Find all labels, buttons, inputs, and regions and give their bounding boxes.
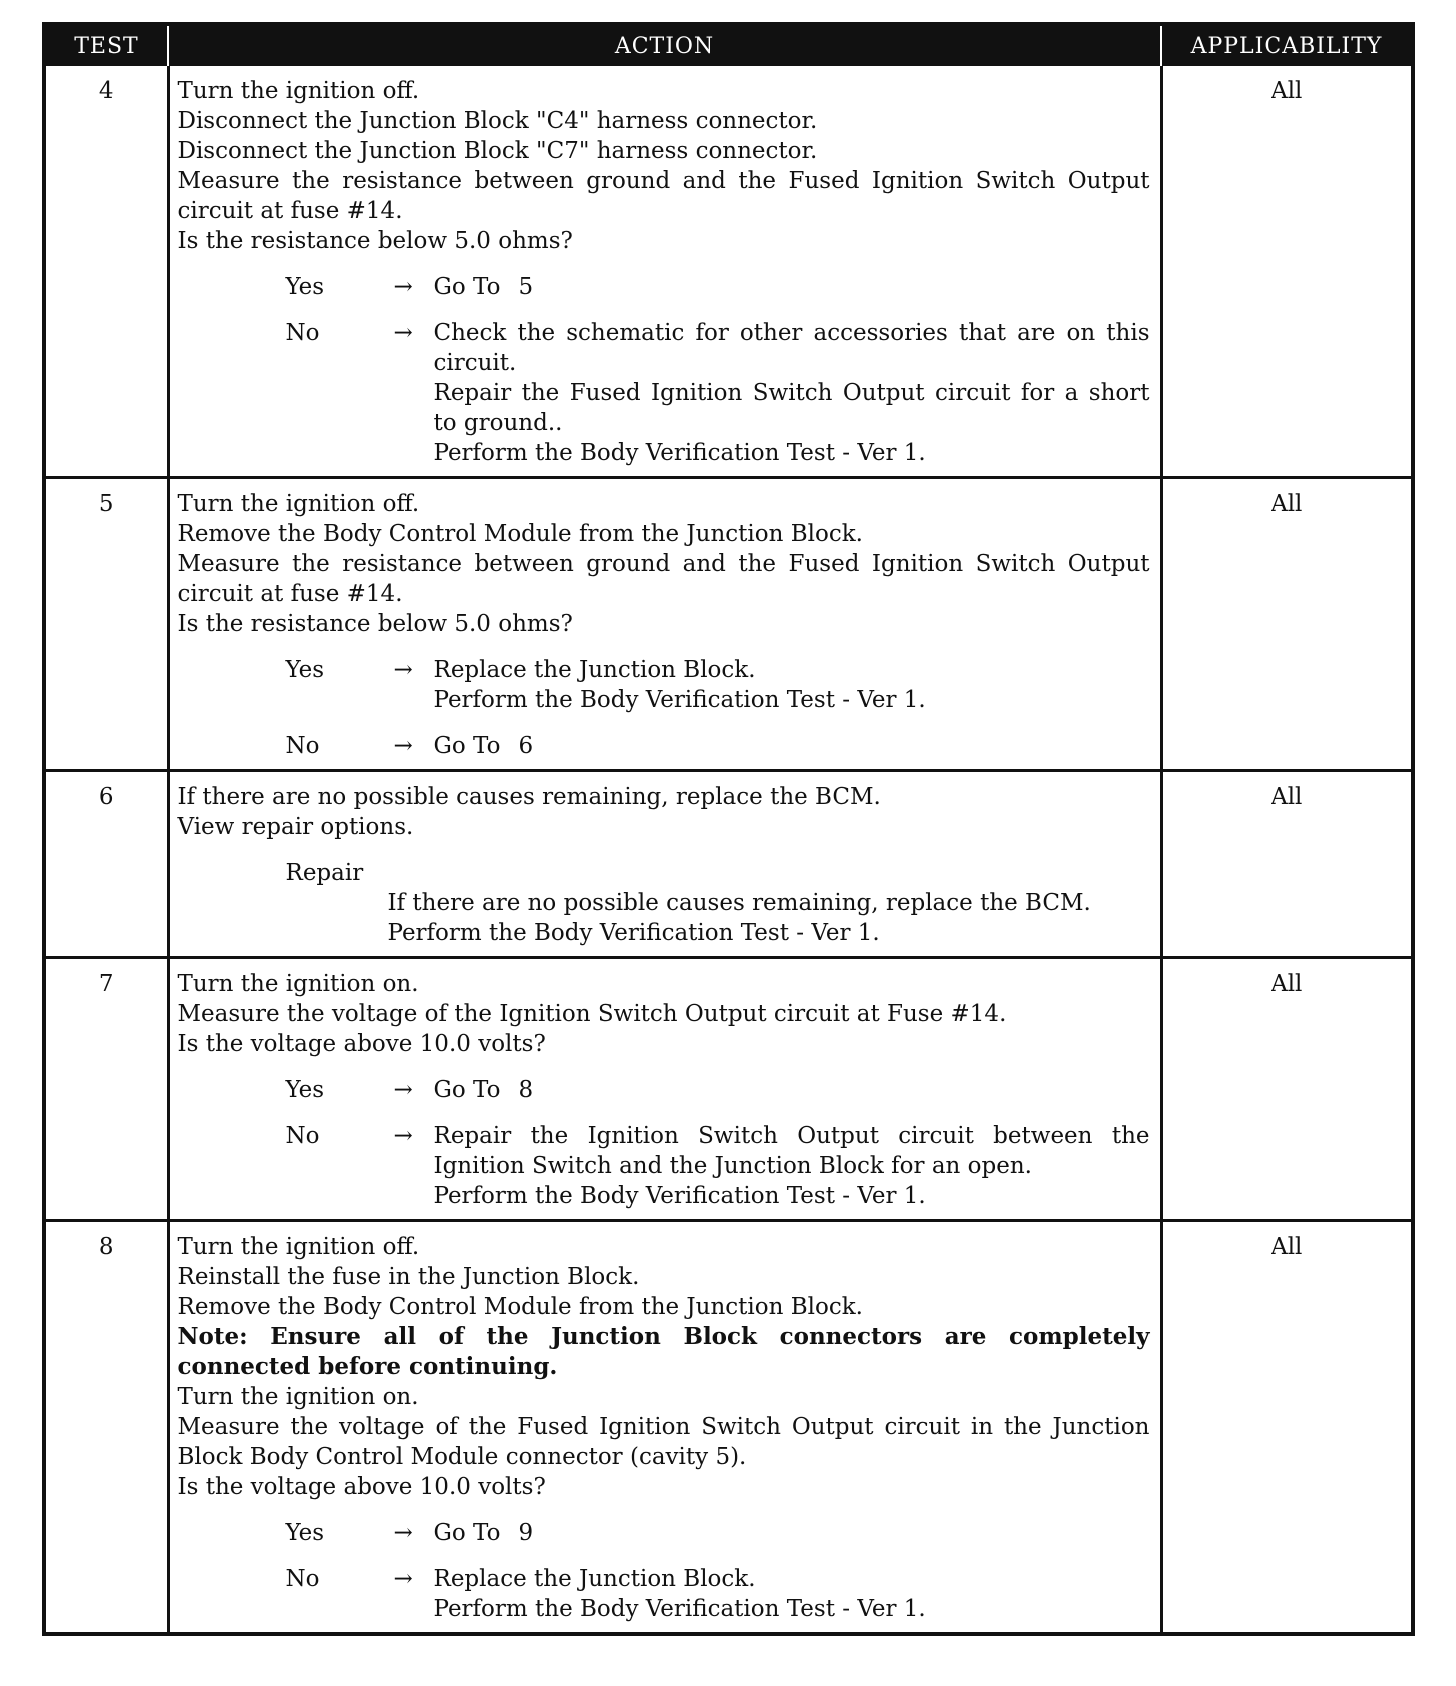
table-row (46, 66, 1411, 478)
no-result (420, 1121, 1150, 1211)
action-step: Reinstall the fuse in the Junction Block. (177, 1264, 640, 1290)
yes-result-line: Perform the Body Verification Test - Ver 1. (433, 687, 926, 713)
action-step: Turn the ignition on. (177, 1384, 419, 1410)
action-cell (168, 66, 1161, 478)
action-step: Remove the Body Control Module from the Junction Block. (177, 1294, 863, 1320)
action-step: Measure the voltage of the Ignition Switch Output circuit at Fuse #14. (177, 1001, 1007, 1027)
action-step: Measure the resistance between ground and the Fused Ignition Switch Output circuit at fuse #14. (177, 168, 1150, 224)
goto-step-number: 9 (518, 1520, 534, 1546)
action-step: Measure the resistance between ground and the Fused Ignition Switch Output circuit at fuse #14. (177, 551, 1150, 607)
applicability: All (1161, 66, 1411, 478)
arrow-icon: → (393, 320, 413, 346)
goto-text: Go To (433, 1520, 501, 1546)
table-row (46, 958, 1411, 1221)
action-cell (168, 478, 1161, 771)
yes-result (420, 655, 1150, 715)
table-row (46, 1221, 1411, 1633)
no-result-line: Perform the Body Verification Test - Ver 1. (433, 1596, 926, 1622)
action-step: Is the resistance below 5.0 ohms? (177, 611, 573, 637)
table-row (46, 478, 1411, 771)
action-cell (168, 771, 1161, 958)
yes-response (178, 1075, 1150, 1105)
repair-options (178, 858, 1150, 948)
header-row (46, 26, 1411, 66)
test-number: 7 (46, 958, 168, 1221)
goto-text: Go To (433, 1077, 501, 1103)
goto-step-number: 8 (518, 1077, 534, 1103)
goto-text: Go To (433, 733, 501, 759)
no-result-line: Repair the Fused Ignition Switch Output circuit for a short to ground.. (433, 380, 1150, 436)
repair-result-line: If there are no possible causes remaining, replace the BCM. (387, 890, 1091, 916)
action-step: Turn the ignition off. (177, 78, 420, 104)
action-step: If there are no possible causes remaining, replace the BCM. (177, 784, 881, 810)
repair-result-line: Perform the Body Verification Test - Ver 1. (387, 920, 880, 946)
arrow-icon: → (393, 657, 413, 683)
action-step: Turn the ignition on. (177, 971, 419, 997)
yes-result (420, 1075, 1150, 1105)
action-step: Remove the Body Control Module from the Junction Block. (177, 521, 863, 547)
action-step: Disconnect the Junction Block "C4" harness connector. (177, 108, 818, 134)
arrow-icon: → (393, 1566, 413, 1592)
arrow-icon: → (393, 1123, 413, 1149)
diagnostic-test-table (42, 22, 1415, 1636)
header-applicability: APPLICABILITY (1161, 26, 1411, 66)
no-response (178, 731, 1150, 761)
no-response (178, 1564, 1150, 1624)
header-test: TEST (46, 26, 168, 66)
no-result-line: Perform the Body Verification Test - Ver 1. (433, 440, 926, 466)
repair-label: Repair (285, 860, 364, 886)
test-number: 4 (46, 66, 168, 478)
action-step: Turn the ignition off. (177, 491, 420, 517)
no-result (420, 731, 1150, 761)
goto-text: Go To (433, 274, 501, 300)
no-label: No (285, 1123, 320, 1149)
yes-result-line: Replace the Junction Block. (433, 657, 756, 683)
yes-result (420, 1518, 1150, 1548)
table-body (46, 66, 1411, 1632)
test-number: 5 (46, 478, 168, 771)
action-cell (168, 1221, 1161, 1633)
action-step: Is the voltage above 10.0 volts? (177, 1474, 546, 1500)
test-table (46, 26, 1411, 1632)
yes-label: Yes (285, 1520, 325, 1546)
no-result (420, 1564, 1150, 1624)
action-step: Measure the voltage of the Fused Ignition Switch Output circuit in the Junction Block Body Control Module connector (cavity 5). (177, 1414, 1150, 1470)
no-label: No (285, 1566, 320, 1592)
header-action: ACTION (168, 26, 1161, 66)
action-step: Is the resistance below 5.0 ohms? (177, 228, 573, 254)
yes-label: Yes (285, 657, 325, 683)
action-step: Disconnect the Junction Block "C7" harness connector. (177, 138, 818, 164)
no-result (420, 318, 1150, 468)
test-number: 8 (46, 1221, 168, 1633)
yes-response (178, 655, 1150, 715)
arrow-icon: → (393, 274, 413, 300)
no-label: No (285, 733, 320, 759)
no-result-line: Repair the Ignition Switch Output circuit between the Ignition Switch and the Junction Block for an open. (433, 1123, 1150, 1179)
note-text: Note: Ensure all of the Junction Block connectors are completely connected before continuing. (177, 1323, 1150, 1380)
applicability: All (1161, 958, 1411, 1221)
arrow-icon: → (393, 1077, 413, 1103)
action-step: Turn the ignition off. (177, 1234, 420, 1260)
no-result-line: Replace the Junction Block. (433, 1566, 756, 1592)
no-result-line: Perform the Body Verification Test - Ver 1. (433, 1183, 926, 1209)
goto-step-number: 6 (518, 733, 534, 759)
no-result-line: Check the schematic for other accessories that are on this circuit. (433, 320, 1150, 376)
test-number: 6 (46, 771, 168, 958)
applicability: All (1161, 478, 1411, 771)
goto-step-number: 5 (518, 274, 534, 300)
action-cell (168, 958, 1161, 1221)
yes-response (178, 272, 1150, 302)
repair-result (178, 888, 1150, 948)
no-label: No (285, 320, 320, 346)
yes-label: Yes (285, 1077, 325, 1103)
no-response (178, 318, 1150, 468)
arrow-icon: → (393, 1520, 413, 1546)
applicability: All (1161, 771, 1411, 958)
action-step: Is the voltage above 10.0 volts? (177, 1031, 546, 1057)
action-step: View repair options. (177, 814, 414, 840)
applicability: All (1161, 1221, 1411, 1633)
arrow-icon: → (393, 733, 413, 759)
table-row (46, 771, 1411, 958)
yes-result (420, 272, 1150, 302)
yes-label: Yes (285, 274, 325, 300)
no-response (178, 1121, 1150, 1211)
yes-response (178, 1518, 1150, 1548)
